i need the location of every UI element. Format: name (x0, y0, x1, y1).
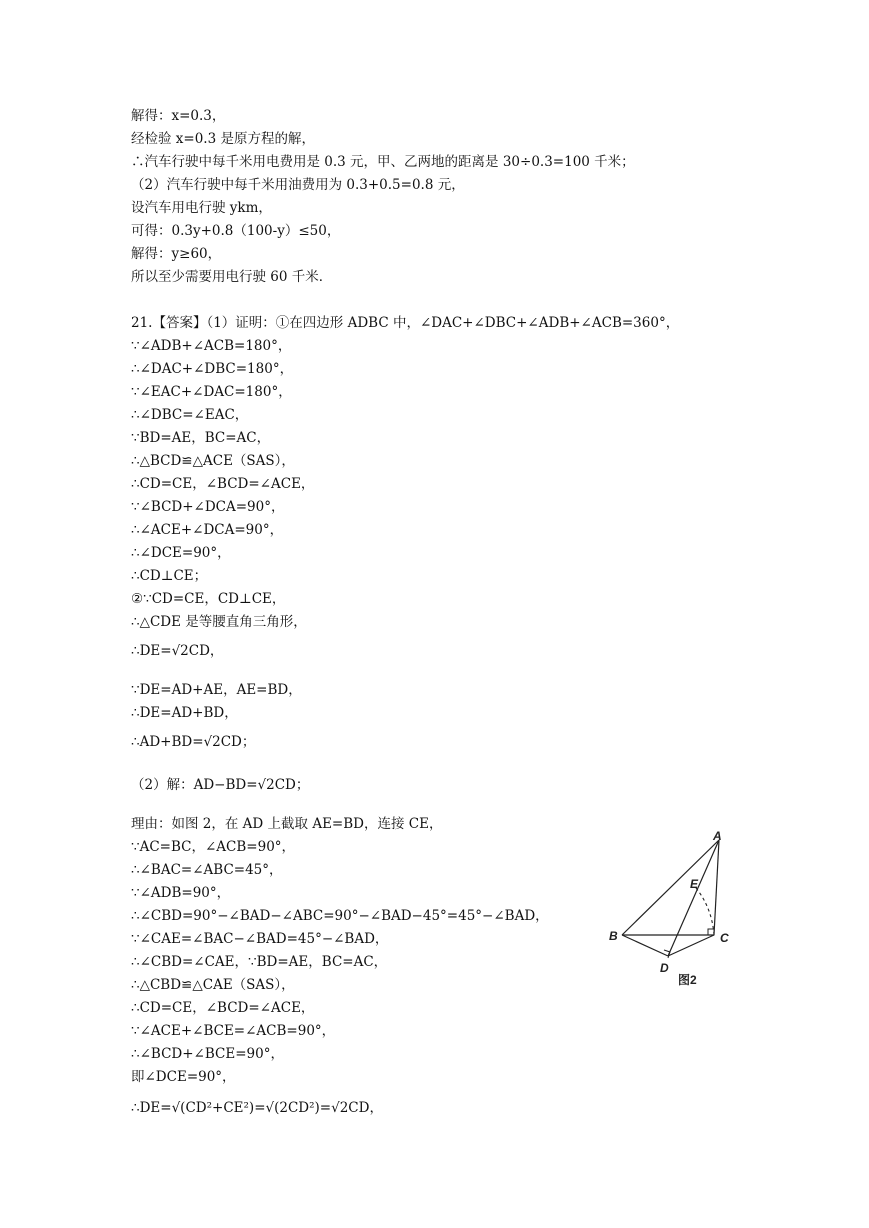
text-line: 理由：如图 2，在 AD 上截取 AE=BD，连接 CE， (131, 816, 443, 832)
text-line: ∴∠BCD+∠BCE=90°， (131, 1046, 284, 1062)
text-line: 21.【答案】（1）证明：①在四边形 ADBC 中，∠DAC+∠DBC+∠ADB+∠ACB=360°， (131, 315, 680, 331)
text-line: ∵DE=AD+AE，AE=BD， (131, 682, 302, 698)
label-d: D (660, 961, 669, 975)
text-line: ∴DE=AD+BD， (131, 705, 238, 721)
label-b: B (609, 929, 618, 943)
text-line: 所以至少需要用电行驶 60 千米． (131, 269, 333, 285)
text-line: 解得：y≥60， (131, 246, 222, 262)
text-line: ∵∠CAE=∠BAC−∠BAD=45°−∠BAD， (131, 931, 389, 947)
label-a: A (713, 829, 722, 843)
text-line: ∵∠ADB=90°， (131, 885, 231, 901)
text-line: ②∵CD=CE，CD⊥CE， (131, 591, 286, 607)
text-line: ∴DE=√2CD， (131, 643, 224, 659)
text-line: ∵∠EAC+∠DAC=180°， (131, 384, 292, 400)
text-line: （2）汽车行驶中每千米用油费用为 0.3+0.5=0.8 元， (131, 177, 465, 193)
segment-ab (622, 840, 719, 935)
text-line: ∴∠CBD=90°−∠BAD−∠ABC=90°−∠BAD−45°=45°−∠BAD， (131, 908, 549, 924)
segment-bd (622, 935, 668, 956)
text-line: ∴∠CBD=∠CAE，∵BD=AE，BC=AC， (131, 954, 388, 970)
text-line: ∴汽车行驶中每千米用电费用是 0.3 元，甲、乙两地的距离是 30÷0.3=100 千米； (131, 154, 635, 170)
text-line: ∴CD=CE，∠BCD=∠ACE， (131, 476, 315, 492)
segment-cd (668, 935, 714, 956)
text-line: 解得：x=0.3， (131, 108, 226, 124)
right-angle-marker-c (708, 929, 714, 935)
text-line: ∴CD=CE，∠BCD=∠ACE， (131, 1000, 315, 1016)
text-line: ∴CD⊥CE； (131, 568, 208, 584)
text-line: 经检验 x=0.3 是原方程的解， (131, 131, 315, 147)
segment-ad (668, 840, 719, 956)
segment-ce-dashed (696, 888, 714, 935)
text-line: （2）解：AD−BD=√2CD； (131, 777, 310, 793)
text-line: ∵∠ADB+∠ACB=180°， (131, 338, 292, 354)
text-line: ∴△CDE 是等腰直角三角形， (131, 614, 307, 630)
geometry-figure-2 (608, 828, 738, 993)
text-line: ∴∠BAC=∠ABC=45°， (131, 862, 283, 878)
text-line: ∵∠ACE+∠BCE=∠ACB=90°， (131, 1023, 336, 1039)
text-line: ∴△BCD≌△ACE（SAS）， (131, 453, 295, 469)
figure-caption: 图2 (678, 973, 697, 987)
text-line: ∵BD=AE，BC=AC， (131, 430, 271, 446)
text-line: 即∠DCE=90°， (131, 1069, 236, 1085)
text-line: 可得：0.3y+0.8（100-y）≤50， (131, 223, 341, 239)
label-e: E (690, 877, 699, 891)
text-line: ∵AC=BC，∠ACB=90°， (131, 839, 296, 855)
text-line: ∴∠DAC+∠DBC=180°， (131, 361, 294, 377)
text-line: ∴∠DCE=90°， (131, 545, 231, 561)
text-line: 设汽车用电行驶 ykm， (131, 200, 272, 216)
text-line: ∴AD+BD=√2CD； (131, 734, 256, 750)
label-c: C (720, 931, 729, 945)
text-line: ∵∠BCD+∠DCA=90°， (131, 499, 285, 515)
text-line: ∴DE=√(CD²+CE²)=√(2CD²)=√2CD， (131, 1100, 383, 1116)
text-line: ∴∠ACE+∠DCA=90°， (131, 522, 284, 538)
text-line: ∴∠DBC=∠EAC， (131, 407, 249, 423)
segment-ac (714, 840, 719, 935)
text-line: ∴△CBD≌△CAE（SAS）， (131, 977, 295, 993)
